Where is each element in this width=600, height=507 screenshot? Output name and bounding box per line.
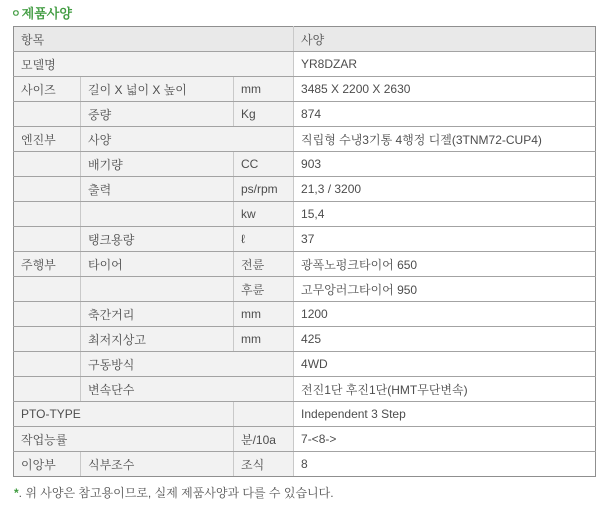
spec-item-cell: 타이어 [81,252,234,277]
spec-group-cell [14,302,81,327]
table-row [14,227,596,252]
table-row [14,102,596,127]
table-row [14,302,596,327]
spec-item-cell [81,202,234,227]
table-row [14,377,596,402]
spec-group-cell: 사이즈 [14,77,81,102]
spec-label-cell: 모델명 [14,52,294,77]
spec-value-cell: 8 [294,452,596,477]
spec-group-cell [14,327,81,352]
spec-item-cell: 길이 X 넓이 X 높이 [81,77,234,102]
spec-item-cell: 배기량 [81,152,234,177]
table-row [14,152,596,177]
table-header-row [14,27,596,52]
spec-value-cell: 3485 X 2200 X 2630 [294,77,596,102]
spec-value-cell: 15,4 [294,202,596,227]
table-row [14,327,596,352]
spec-value-cell: Independent 3 Step [294,402,596,427]
table-row [14,52,596,77]
spec-value-cell: 425 [294,327,596,352]
footnote-text: . 위 사양은 참고용이므로, 실제 제품사양과 다를 수 있습니다. [18,486,334,500]
spec-unit-cell: 후륜 [234,277,294,302]
spec-value-cell: 광폭노펑크타이어 650 [294,252,596,277]
spec-value-cell: 7-<8-> [294,427,596,452]
spec-group-cell [14,102,81,127]
spec-unit-cell [234,402,294,427]
spec-unit-cell: Kg [234,102,294,127]
spec-group-cell: 이앙부 [14,452,81,477]
spec-label-cell: 작업능률 [14,427,234,452]
footnote-star: * [14,486,19,500]
spec-item-cell: 최저지상고 [81,327,234,352]
spec-group-cell [14,177,81,202]
table-row [14,452,596,477]
spec-item-cell: 출력 [81,177,234,202]
table-row [14,77,596,102]
spec-unit-cell: mm [234,77,294,102]
table-row [14,252,596,277]
spec-unit-cell: 분/10a [234,427,294,452]
spec-unit-cell: ℓ [234,227,294,252]
spec-unit-cell: 전륜 [234,252,294,277]
table-row [14,177,596,202]
table-row [14,127,596,152]
spec-item-cell [81,277,234,302]
spec-item-cell: 구동방식 [81,352,294,377]
spec-table [13,26,596,477]
section-title-text: 제품사양 [21,6,72,21]
spec-item-cell: 탱크용량 [81,227,234,252]
header-spec-cell: 사양 [294,27,596,52]
spec-unit-cell: 조식 [234,452,294,477]
table-row [14,352,596,377]
spec-unit-cell: mm [234,327,294,352]
spec-item-cell: 식부조수 [81,452,234,477]
spec-group-cell [14,277,81,302]
spec-group-cell [14,377,81,402]
spec-unit-cell: mm [234,302,294,327]
title-bullet-icon: ㅇ [11,9,21,20]
spec-item-cell: 중량 [81,102,234,127]
spec-unit-cell: ps/rpm [234,177,294,202]
header-item-cell: 항목 [14,27,294,52]
spec-label-cell: PTO-TYPE [14,402,234,427]
spec-item-cell: 변속단수 [81,377,294,402]
spec-value-cell: 21,3 / 3200 [294,177,596,202]
spec-group-cell [14,152,81,177]
spec-unit-cell: kw [234,202,294,227]
spec-item-cell: 사양 [81,127,294,152]
spec-value-cell: 903 [294,152,596,177]
spec-value-cell: 고무앙러그타이어 950 [294,277,596,302]
spec-item-cell: 축간거리 [81,302,234,327]
table-row [14,202,596,227]
table-row [14,402,596,427]
spec-value-cell: YR8DZAR [294,52,596,77]
footnote [14,484,600,501]
spec-group-cell [14,352,81,377]
table-row [14,427,596,452]
spec-group-cell: 주행부 [14,252,81,277]
section-title [11,3,600,22]
spec-group-cell [14,227,81,252]
spec-value-cell: 직립형 수냉3기통 4행정 디젤(3TNM72-CUP4) [294,127,596,152]
spec-value-cell: 37 [294,227,596,252]
spec-value-cell: 4WD [294,352,596,377]
spec-value-cell: 1200 [294,302,596,327]
spec-group-cell [14,202,81,227]
spec-group-cell: 엔진부 [14,127,81,152]
spec-unit-cell: CC [234,152,294,177]
spec-value-cell: 874 [294,102,596,127]
table-row [14,277,596,302]
spec-value-cell: 전진1단 후진1단(HMT무단변속) [294,377,596,402]
